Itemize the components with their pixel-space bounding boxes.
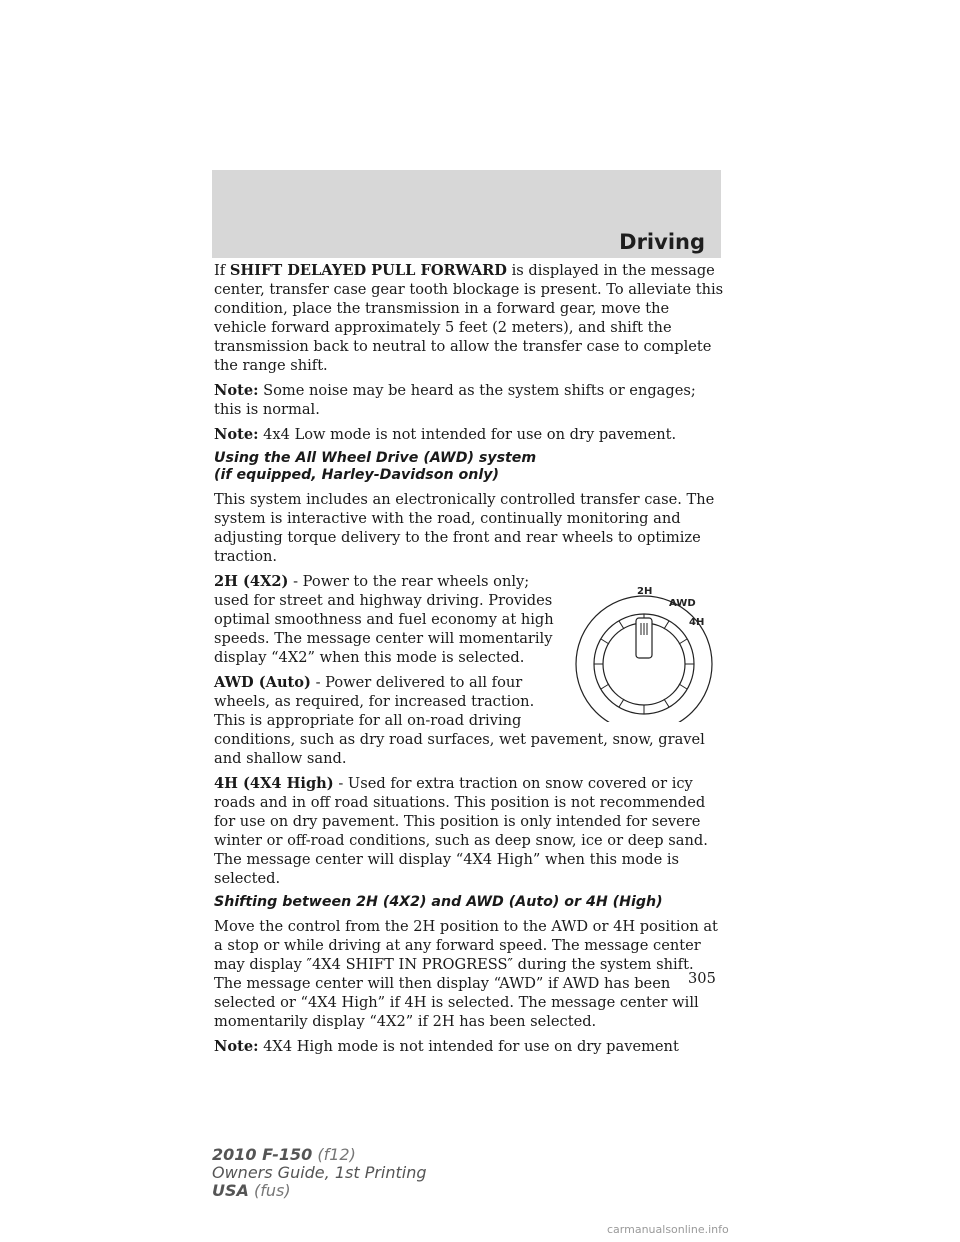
page-number: 305 (688, 970, 716, 987)
section-header-band (212, 170, 721, 258)
note-noise: Note: Some noise may be heard as the system shifts or engages; this is normal. (214, 382, 696, 418)
knob-label-2h: 2H (637, 586, 653, 597)
message-shift-delayed: SHIFT DELAYED PULL FORWARD (229, 262, 507, 279)
footer-print-info: 2010 F-150 (f12) Owners Guide, 1st Printing USA (fus) (212, 1145, 427, 1200)
mode-awd-description: AWD (Auto) - Power delivered to all four wheels, as required, for increased traction. This is appropriate for all on-road driving conditions, such as dry road surfaces, wet pavement, snow, gravel and shallow sand. (214, 674, 705, 767)
mode-4h-description: 4H (4X4 High) - Used for extra traction on snow covered or icy roads and in off road situations. This position is not recommended for use on dry pavement. This position is only intended for severe winter or off-road conditions, such as deep snow, ice or deep sand. The message center will display “4X4 High” when this mode is selected. (214, 775, 708, 887)
knob-label-awd: AWD (669, 598, 696, 609)
awd-control-knob-figure (562, 572, 738, 722)
watermark: carmanualsonline.info (607, 1223, 729, 1236)
knob-label-4h: 4H (689, 617, 705, 628)
section-title: Driving (619, 230, 705, 254)
paragraph-system-description: This system includes an electronically controlled transfer case. The system is interactive with the road, continually monitoring and adjusting torque delivery to the front and rear wheels to optimize traction. (214, 491, 715, 565)
note-4x4-high: Note: 4X4 High mode is not intended for use on dry pavement (214, 1038, 679, 1055)
note-4x4-low: Note: 4x4 Low mode is not intended for use on dry pavement. (214, 426, 677, 443)
heading-awd-system: Using the All Wheel Drive (AWD) system (if equipped, Harley-Davidson only) (214, 450, 537, 483)
page-content (214, 261, 724, 1062)
paragraph-shifting: Move the control from the 2H position to the AWD or 4H position at a stop or while driving at any forward speed. The message center may display ″4X4 SHIFT IN PROGRESS″ during the system shift. The message center will then display “AWD” if AWD has been selected or “4X4 High” if 4H is selected. The message center will momentarily display “4X2” if 2H has been selected. (214, 918, 718, 1030)
paragraph-shift-delayed: If SHIFT DELAYED PULL FORWARD is displayed in the message center, transfer case gear tooth blockage is present. To alleviate this condition, place the transmission in a forward gear, move the vehicle forward approximately 5 feet (2 meters), and shift the transmission back to neutral to allow the transfer case to complete the range shift. (214, 262, 724, 374)
mode-2h-description: 2H (4X2) - Power to the rear wheels only; used for street and highway driving. Provides optimal smoothness and fuel economy at high speeds. The message center will momentarily display “4X2” when this mode is selected. (214, 573, 554, 666)
heading-shifting: Shifting between 2H (4X2) and AWD (Auto) or 4H (High) (214, 894, 663, 910)
